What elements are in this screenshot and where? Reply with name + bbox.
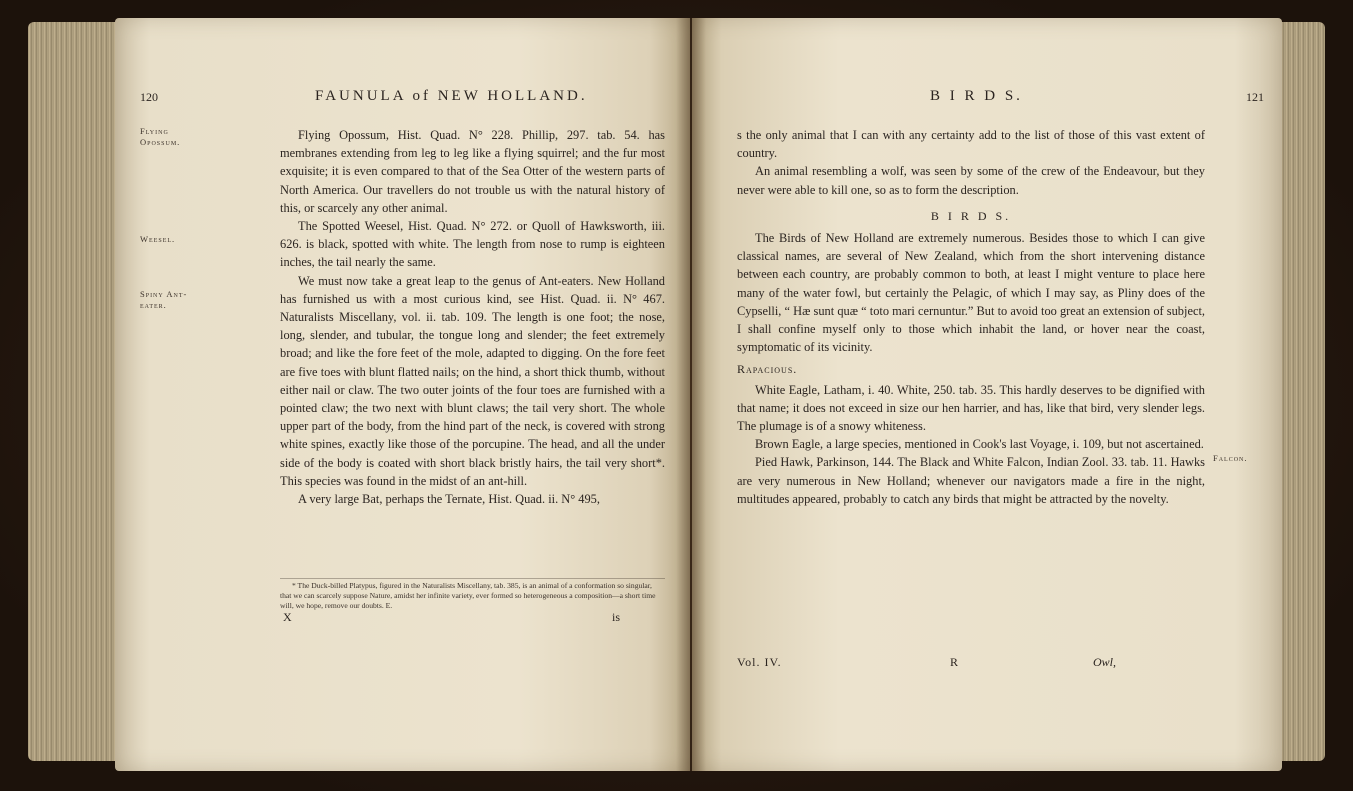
paragraph-spotted-weesel: The Spotted Weesel, Hist. Quad. N° 272. or Quoll of Hawksworth, iii. 626. is black, spotted with white. The length from nose to rump is eighteen inches, the tail nearly the same.	[280, 219, 665, 270]
volume-label: Vol. IV.	[737, 655, 782, 669]
book-gutter	[676, 18, 706, 771]
paragraph-ant-eater: We must now take a great leap to the genus of Ant-eaters. New Holland has furnished us with a most curious kind, see Hist. Quad. ii. N° 467. Naturalists Miscellany, vol. ii. tab. 109. The length is one foot; the nose, long, slender, and tubular, the tongue long and slender; the feet extremely broad; and like the fore feet of the mole, adapted to digging. On the fore feet are five toes with blunt flatted nails; on the hind, a short thick thumb, without either nail or claw. The two outer joints of the four toes are furnished with a pointed claw; the two next with blunt claws; the tail very short. The whole upper part of the body, from the hind part of the neck, is covered with strong white spines, exactly like those of the porcupine. The head, and all the under side of the body is coated with short black bristly hairs, the tail very short*. This species was found in the midst of an ant-hill.	[280, 273, 665, 488]
margin-note-falcon: Falcon.	[1213, 453, 1248, 463]
footnote-platypus: * The Duck-billed Platypus, figured in the Naturalists Miscellany, tab. 385, is an animal of a conformation so singular, that we can scarcely suppose Nature, amidst her infinite variety, ever formed so heterogeneous a composition—a short time will, we hope, remove our doubts. E.	[280, 578, 665, 611]
right-signature-mark: R	[950, 655, 959, 669]
paragraph-flying-opossum: Flying Opossum, Hist. Quad. N° 228. Phillip, 297. tab. 54. has membranes extending from leg to leg like a flying squirrel; and the fur most exquisite; it is even compared to that of the Sea Otter of the western parts of North America. Our travellers do not trouble us with the natural history of this, or scarcely any other animal.	[280, 128, 665, 215]
margin-note-flying-opossum: Flying Opossum.	[140, 126, 181, 147]
paragraph-pied-hawk: Pied Hawk, Parkinson, 144. The Black and White Falcon, Indian Zool. 33. tab. 11. Hawks are very numerous in New Holland; whenever our navigators made a fire in the night, multitudes appeared, probably to catch any birds that might be attracted by the novelty.	[737, 455, 1205, 506]
paragraph-bat: A very large Bat, perhaps the Ternate, Hist. Quad. ii. N° 495,	[298, 492, 600, 507]
left-catchword: is	[612, 610, 621, 624]
right-page-number: 121	[1246, 90, 1264, 104]
paragraph-wolf: An animal resembling a wolf, was seen by some of the crew of the Endeavour, but they never were able to kill one, so as to form the description.	[737, 164, 1205, 197]
left-running-title: FAUNULA of NEW HOLLAND.	[315, 88, 588, 104]
left-page-edges	[28, 22, 123, 761]
subheading-rapacious: Rapacious.	[737, 362, 798, 377]
margin-note-weesel: Weesel.	[140, 234, 176, 244]
left-body-text	[280, 126, 665, 508]
margin-note-spiny-ant-eater: Spiny Ant-eater.	[140, 289, 188, 310]
right-running-title: B I R D S.	[930, 88, 1023, 104]
paragraph-only-animal: s the only animal that I can with any certainty add to the list of those of this vast extent of country.	[737, 128, 1205, 161]
paragraph-birds-intro: The Birds of New Holland are extremely numerous. Besides those to which I can give classical names, are several of New Zealand, which from the short intervening distance between each country, are probably common to both, at least I might venture to place here many of the water fowl, but certainly the Pelagic, of which I may say, as Pliny does of the Cypselli, “ Hæ sunt quæ “ toto mari cernuntur.” But to avoid too great an extension of subject, I shall confine myself only to those which inhabit the land, or hover near the coast, symptomatic of its vicinity.	[737, 231, 1205, 355]
paragraph-white-eagle: White Eagle, Latham, i. 40. White, 250. tab. 35. This hardly deserves to be dignified with that name; it does not exceed in size our hen harrier, and has, like that bird, very slender legs. The plumage is of a snowy whiteness.	[737, 382, 1205, 434]
section-heading-birds: B I R D S.	[930, 208, 1012, 223]
left-page-number: 120	[140, 90, 158, 104]
paragraph-brown-eagle: Brown Eagle, a large species, mentioned in Cook's last Voyage, i. 109, but not ascertained.	[755, 437, 1204, 452]
left-signature-mark: X	[283, 610, 292, 624]
right-catchword: Owl,	[1093, 655, 1117, 669]
right-body-text	[737, 126, 1205, 508]
